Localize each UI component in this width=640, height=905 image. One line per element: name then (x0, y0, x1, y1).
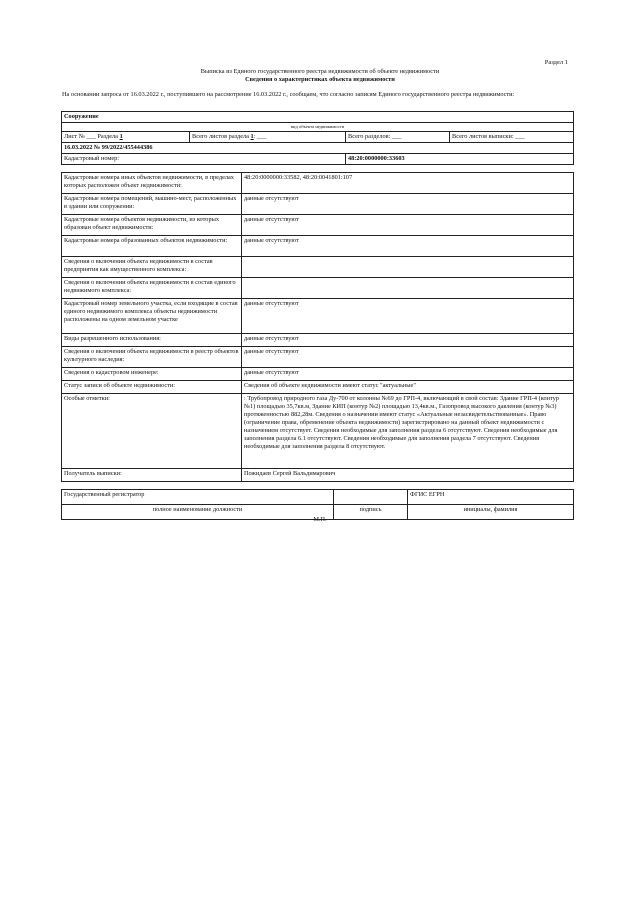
signature-cell (334, 490, 408, 505)
row-value: Пожидаев Сергей Вальдимарович (242, 469, 574, 482)
position-caption: полное наименование должности (62, 505, 334, 520)
total-sheets-section-suffix: : ___ (253, 133, 267, 140)
row-label: Кадастровый номер земельного участка, если входящие в состав единого недвижимого комплекса объекты недвижимости расположены на одном земельном участке (62, 299, 242, 334)
header-table (61, 111, 574, 165)
total-sheets: Всего листов выписки: ___ (450, 132, 574, 143)
row-value: данные отсутствуют (242, 299, 574, 334)
row-label: Кадастровые номера объектов недвижимости, из которых образован объект недвижимости: (62, 215, 242, 236)
cadastral-number: 48:20:0000000:33603 (346, 154, 574, 165)
registrar-name: ФГИС ЕГРН (408, 490, 574, 505)
sheet-number (62, 132, 190, 143)
row-value: данные отсутствуют (242, 347, 574, 368)
table-row (62, 299, 574, 334)
section-label: Раздел 1 (544, 59, 568, 66)
title-line-1: Выписка из Единого государственного реестра недвижимости об объекте недвижимости (200, 68, 440, 75)
table-row (62, 215, 574, 236)
row-value (242, 257, 574, 278)
table-row (62, 469, 574, 482)
total-sheets-section-label: Всего листов раздела (192, 133, 249, 140)
row-value: данные отсутствуют (242, 215, 574, 236)
table-row (62, 334, 574, 347)
table-row (62, 173, 574, 194)
table-row (62, 368, 574, 381)
table-row (62, 236, 574, 257)
signature-caption: подпись (334, 505, 408, 520)
table-row (62, 194, 574, 215)
row-label: Особые отметки: (62, 394, 242, 469)
date-number: 16.03.2022 № 99/2022/455444386 (62, 143, 574, 154)
table-row (62, 394, 574, 469)
row-value: : Трубопровод природного газа Ду-700 от колонны №69 до ГРП-4, включающий в свой состав: Здание ГРП-4 (контур №1) площадью 35,7кв.м, Здание КИП (контур №2) площадью 13,4кв.м., Газопровод высокого давления (контур №3) протяженностью 882,28м. Сведения о назначении имеют статус «Актуальные незасвидетельствованные». Право (ограничение права, обременение объекта недвижимости) зарегистрировано на данный объект недвижимости с назначением отсутствует. Сведения необходимые для заполнения раздела 6 отсутствуют. Сведения необходимые для заполнения раздела 6.1 отсутствуют. Сведения необходимые для заполнения раздела 7 отсутствуют. Сведения необходимые для заполнения раздела 8 отсутствуют. (242, 394, 574, 469)
row-label: Кадастровые номера иных объектов недвижимости, в пределах которых расположен объект недвижимости: (62, 173, 242, 194)
row-label: Кадастровые номера помещений, машино-мест, расположенных в здании или сооружении: (62, 194, 242, 215)
total-sheets-section-number: 1 (250, 133, 254, 140)
total-sheets-section (190, 132, 346, 143)
row-label: Сведения о кадастровом инженере: (62, 368, 242, 381)
table-row (62, 347, 574, 368)
row-value: данные отсутствуют (242, 334, 574, 347)
object-type: Сооружение (62, 112, 574, 123)
row-value: данные отсутствуют (242, 236, 574, 257)
cadastral-label: Кадастровый номер: (62, 154, 346, 165)
row-label: Кадастровые номера образованных объектов недвижимости: (62, 236, 242, 257)
row-value: данные отсутствуют (242, 368, 574, 381)
registrar-position: Государственный регистратор (62, 490, 334, 505)
basis-text: На основании запроса от 16.03.2022 г., поступившего на рассмотрение 16.03.2022 г., сообщаем, что согласно записям Единого государственного реестра недвижимости: (62, 91, 515, 98)
sheet-section-number: 1 (119, 133, 123, 140)
row-label: Сведения о включении объекта недвижимости в состав единого недвижимого комплекса: (62, 278, 242, 299)
sheet-label: Лист № ___ Раздела (64, 133, 118, 140)
stamp-label: М.П. (313, 516, 327, 523)
row-label: Сведения о включении объекта недвижимости в состав предприятия как имущественного комплекса: (62, 257, 242, 278)
title-line-2: Сведения о характеристиках объекта недвижимости (245, 76, 395, 83)
document-title (0, 68, 640, 84)
characteristics-table (61, 172, 574, 482)
name-caption: инициалы, фамилия (408, 505, 574, 520)
total-sections: Всего разделов: ___ (346, 132, 450, 143)
table-row (62, 278, 574, 299)
row-value: 48:20:0000000:33582, 48:20:0041801:107 (242, 173, 574, 194)
row-label: Сведения о включении объекта недвижимости в реестр объектов культурного наследия: (62, 347, 242, 368)
row-value: Сведения об объекте недвижимости имеют статус "актуальные" (242, 381, 574, 394)
row-label: Статус записи об объекте недвижимости: (62, 381, 242, 394)
row-label: Получатель выписки: (62, 469, 242, 482)
row-value: данные отсутствуют (242, 194, 574, 215)
object-type-caption: вид объекта недвижимости (62, 123, 574, 132)
table-row (62, 381, 574, 394)
row-label: Виды разрешенного использования: (62, 334, 242, 347)
table-row (62, 257, 574, 278)
row-value (242, 278, 574, 299)
